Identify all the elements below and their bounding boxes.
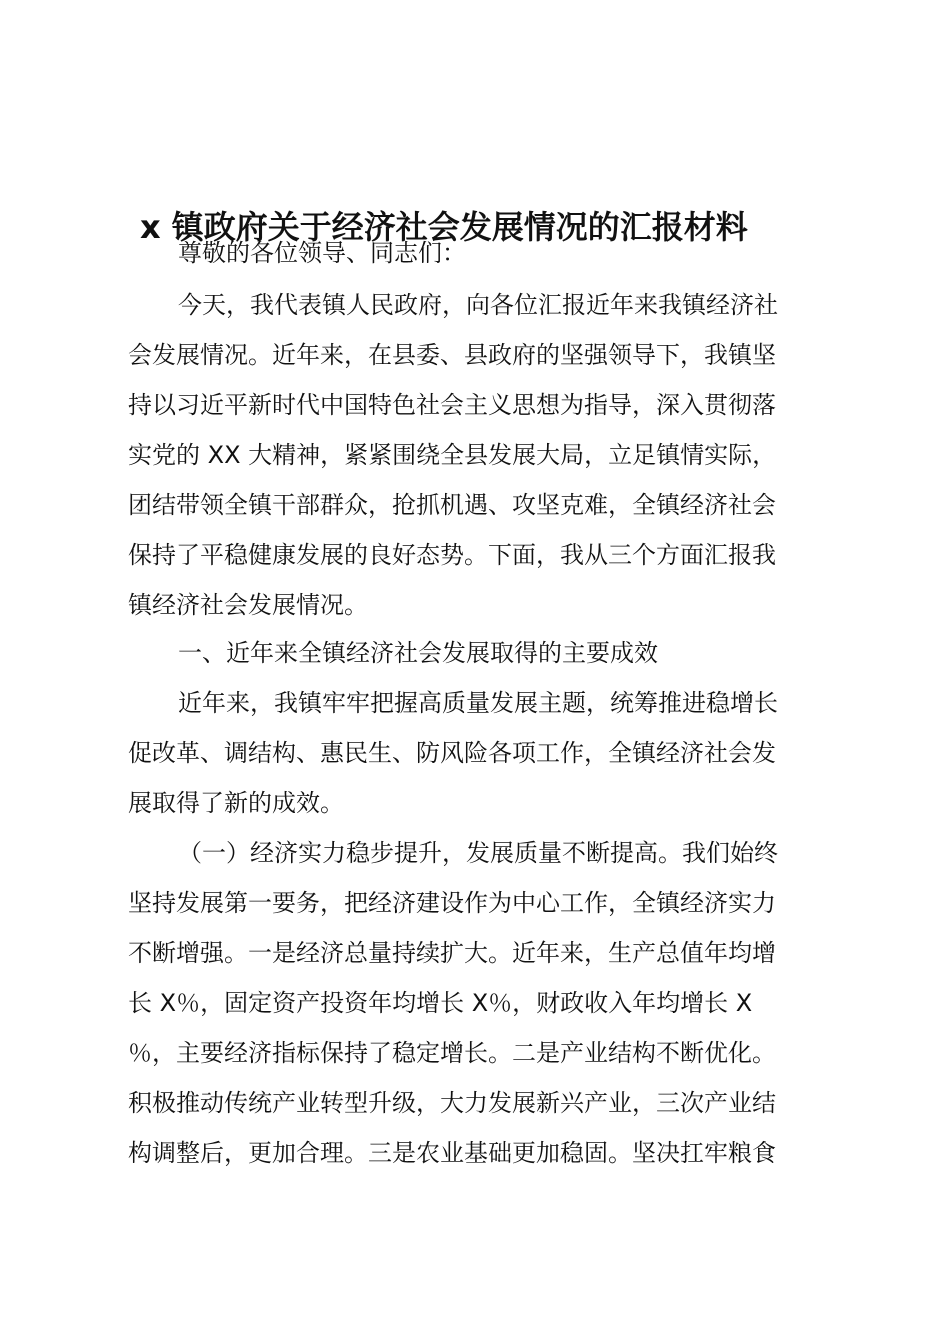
- body-line: 镇经济社会发展情况。: [128, 591, 368, 619]
- salutation-line: 尊敬的各位领导、同志们：: [178, 239, 466, 267]
- section-heading: 一、近年来全镇经济社会发展取得的主要成效: [178, 639, 658, 667]
- body-line: 持以习近平新时代中国特色社会主义思想为指导，深入贯彻落: [128, 391, 776, 419]
- body-line: 展取得了新的成效。: [128, 789, 344, 817]
- body-line: 团结带领全镇干部群众，抢抓机遇、攻坚克难，全镇经济社会: [128, 491, 776, 519]
- body-line: 促改革、调结构、惠民生、防风险各项工作，全镇经济社会发: [128, 739, 776, 767]
- body-line: 会发展情况。近年来，在县委、县政府的坚强领导下，我镇坚: [128, 341, 776, 369]
- body-line: 近年来，我镇牢牢把握高质量发展主题，统筹推进稳增长: [178, 689, 778, 717]
- body-line: 长 X％，固定资产投资年均增长 X％，财政收入年均增长 X: [128, 989, 753, 1017]
- body-line: 今天，我代表镇人民政府，向各位汇报近年来我镇经济社: [178, 291, 778, 319]
- subsection-line: （一）经济实力稳步提升，发展质量不断提高。我们始终: [178, 839, 778, 867]
- body-line: 构调整后，更加合理。三是农业基础更加稳固。坚决扛牢粮食: [128, 1139, 776, 1167]
- document-title: x 镇政府关于经济社会发展情况的汇报材料: [140, 208, 748, 247]
- body-line: ％，主要经济指标保持了稳定增长。二是产业结构不断优化。: [128, 1039, 776, 1067]
- body-line: 不断增强。一是经济总量持续扩大。近年来，生产总值年均增: [128, 939, 776, 967]
- body-line: 实党的 XX 大精神，紧紧围绕全县发展大局，立足镇情实际，: [128, 441, 777, 469]
- body-line: 坚持发展第一要务，把经济建设作为中心工作，全镇经济实力: [128, 889, 776, 917]
- body-line: 保持了平稳健康发展的良好态势。下面，我从三个方面汇报我: [128, 541, 776, 569]
- body-line: 积极推动传统产业转型升级，大力发展新兴产业，三次产业结: [128, 1089, 776, 1117]
